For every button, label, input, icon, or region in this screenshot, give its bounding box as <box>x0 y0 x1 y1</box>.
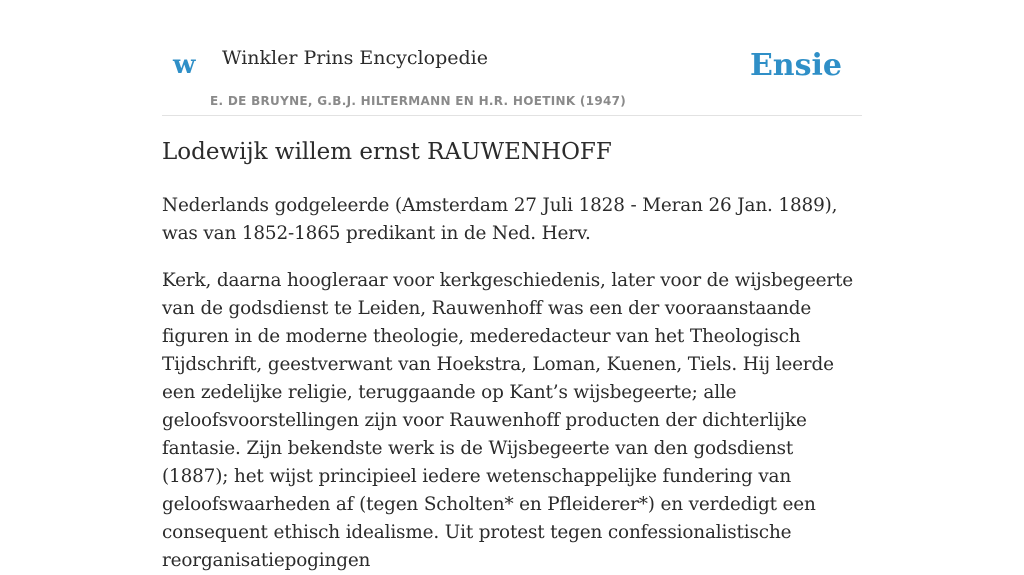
article-paragraph: Nederlands godgeleerde (Amsterdam 27 Juli 1828 - Meran 26 Jan. 1889), was van 1852-1865 predikant in de Ned. Herv. <box>162 195 838 244</box>
ensie-logo[interactable]: Ensie <box>749 48 842 83</box>
source-logo[interactable]: w <box>173 50 196 80</box>
article-title: Lodewijk willem ernst RAUWENHOFF <box>162 139 612 165</box>
source-title[interactable]: Winkler Prins Encyclopedie <box>222 47 488 69</box>
article-paragraph: Kerk, daarna hoogleraar voor kerkgeschiedenis, later voor de wijsbegeerte van de godsdienst te Leiden, Rauwenhoff was een der vooraanstaande figuren in de moderne theologie, mederedacteur van het Theologisch Tijdschrift, geestverwant van Hoekstra, Loman, Kuenen, Tiels. Hij leerde een zedelijke religie, teruggaande op Kant’s wijsbegeerte; alle geloofsvoorstellingen zijn voor Rauwenhoff producten der dichterlijke fantasie. Zijn bekendste werk is de Wijsbegeerte van den godsdienst (1887); het wijst principieel iedere wetenschappelijke fundering van geloofswaarheden af (tegen Scholten* en Pfleiderer*) en verdedigt een consequent ethisch idealisme. Uit protest tegen confessionalistische reorganisatiepogingen <box>162 270 853 571</box>
source-authors: E. DE BRUYNE, G.B.J. HILTERMANN EN H.R. HOETINK (1947) <box>210 94 627 108</box>
article-page <box>162 0 862 571</box>
source-header <box>162 0 862 116</box>
